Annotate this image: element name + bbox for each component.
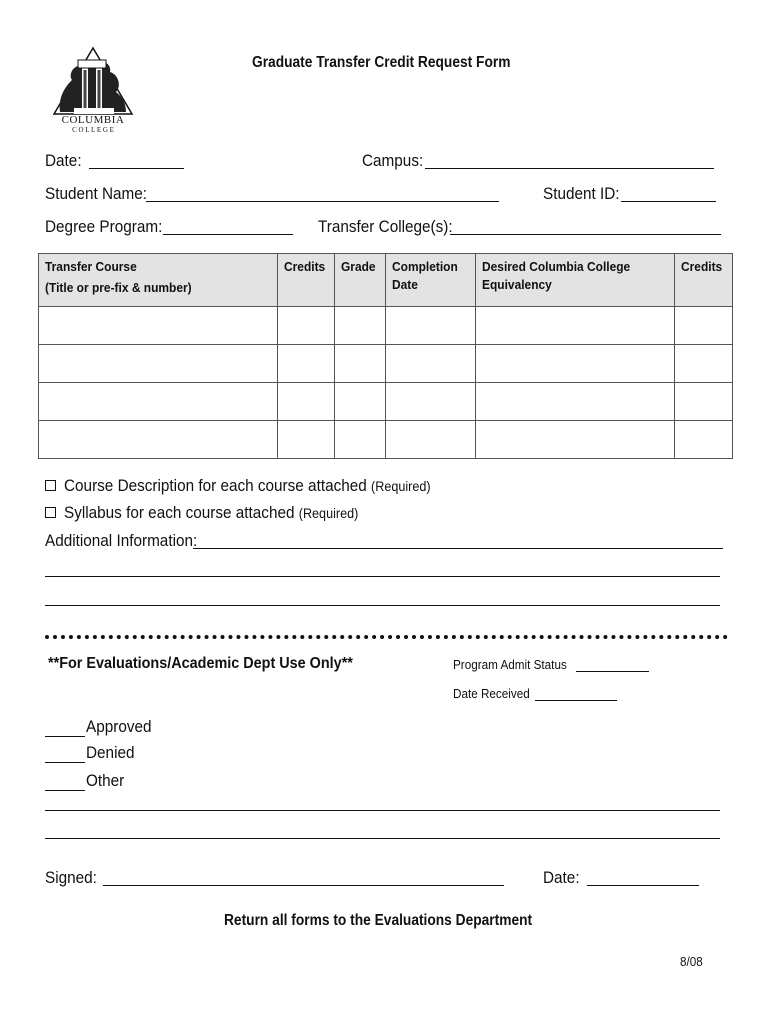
program-admit-label: Program Admit Status <box>453 657 567 672</box>
col-credits: Credits <box>278 254 335 307</box>
other-label: Other <box>86 771 125 790</box>
campus-field[interactable] <box>425 168 714 169</box>
cell-credits[interactable] <box>278 307 335 345</box>
approved-label: Approved <box>86 717 152 736</box>
notes-line-1[interactable] <box>45 810 720 811</box>
col-transfer-course: Transfer Course (Title or pre-fix & number) <box>39 254 278 307</box>
table-row <box>39 421 733 459</box>
col-grade: Grade <box>335 254 386 307</box>
cell-completion-date[interactable] <box>386 383 476 421</box>
cell-grade[interactable] <box>335 307 386 345</box>
cell-completion-date[interactable] <box>386 345 476 383</box>
cell-transfer-course[interactable] <box>39 383 278 421</box>
cell-credits[interactable] <box>278 421 335 459</box>
cell-completion-date[interactable] <box>386 307 476 345</box>
course-description-checkbox[interactable] <box>45 480 56 491</box>
signed-label: Signed: <box>45 868 97 887</box>
cell-equivalency[interactable] <box>476 421 675 459</box>
syllabus-checkbox[interactable] <box>45 507 56 518</box>
transfer-course-table <box>38 253 733 459</box>
additional-info-line-3[interactable] <box>45 605 720 606</box>
cell-completion-date[interactable] <box>386 421 476 459</box>
denied-label: Denied <box>86 743 135 762</box>
cell-credits[interactable] <box>278 345 335 383</box>
cell-equivalency-credits[interactable] <box>675 421 733 459</box>
additional-info-field[interactable] <box>193 548 723 549</box>
signature-date-field[interactable] <box>587 885 699 886</box>
student-id-field[interactable] <box>621 201 716 202</box>
cell-equivalency-credits[interactable] <box>675 307 733 345</box>
cell-grade[interactable] <box>335 383 386 421</box>
columbia-college-seal-icon <box>52 46 134 116</box>
required-note: (Required) <box>298 505 359 521</box>
additional-info-label: Additional Information: <box>45 531 198 550</box>
section-divider <box>45 635 728 639</box>
col-completion-date: Completion Date <box>386 254 476 307</box>
cell-equivalency[interactable] <box>476 345 675 383</box>
cell-equivalency[interactable] <box>476 383 675 421</box>
degree-program-label: Degree Program: <box>45 217 163 236</box>
notes-line-2[interactable] <box>45 838 720 839</box>
columbia-college-logo <box>52 46 134 134</box>
col-equivalency: Desired Columbia College Equivalency <box>476 254 675 307</box>
date-received-field[interactable] <box>535 700 617 701</box>
table-header-row <box>39 254 733 307</box>
transfer-colleges-field[interactable] <box>450 234 721 235</box>
table-row <box>39 307 733 345</box>
student-id-label: Student ID: <box>543 184 620 203</box>
degree-program-field[interactable] <box>163 234 293 235</box>
form-title: Graduate Transfer Credit Request Form <box>252 54 511 71</box>
cell-grade[interactable] <box>335 345 386 383</box>
other-field[interactable] <box>45 790 85 791</box>
signature-field[interactable] <box>103 885 504 886</box>
student-name-label: Student Name: <box>45 184 148 203</box>
approved-field[interactable] <box>45 736 85 737</box>
table-row <box>39 345 733 383</box>
cell-equivalency-credits[interactable] <box>675 383 733 421</box>
return-instructions: Return all forms to the Evaluations Department <box>224 912 533 929</box>
cell-credits[interactable] <box>278 383 335 421</box>
cell-equivalency-credits[interactable] <box>675 345 733 383</box>
denied-field[interactable] <box>45 762 85 763</box>
cell-transfer-course[interactable] <box>39 345 278 383</box>
col-equivalency-credits: Credits <box>675 254 733 307</box>
course-description-label: Course Description for each course attached (Required) <box>64 476 431 495</box>
additional-info-line-2[interactable] <box>45 576 720 577</box>
cell-transfer-course[interactable] <box>39 421 278 459</box>
student-name-field[interactable] <box>146 201 499 202</box>
cell-grade[interactable] <box>335 421 386 459</box>
date-field[interactable] <box>89 168 184 169</box>
logo-subtitle: C O L L E G E <box>72 126 114 134</box>
revision-date: 8/08 <box>680 954 703 969</box>
syllabus-label: Syllabus for each course attached (Required) <box>64 503 359 522</box>
required-note: (Required) <box>371 478 431 494</box>
program-admit-field[interactable] <box>576 671 649 672</box>
logo-name: COLUMBIA <box>61 114 125 126</box>
date-received-label: Date Received <box>453 686 530 701</box>
signature-date-label: Date: <box>543 868 580 887</box>
cell-equivalency[interactable] <box>476 307 675 345</box>
office-use-heading: **For Evaluations/Academic Dept Use Only** <box>48 655 353 672</box>
campus-label: Campus: <box>362 151 424 170</box>
cell-transfer-course[interactable] <box>39 307 278 345</box>
date-label: Date: <box>45 151 82 170</box>
table-row <box>39 383 733 421</box>
transfer-colleges-label: Transfer College(s): <box>318 217 453 236</box>
